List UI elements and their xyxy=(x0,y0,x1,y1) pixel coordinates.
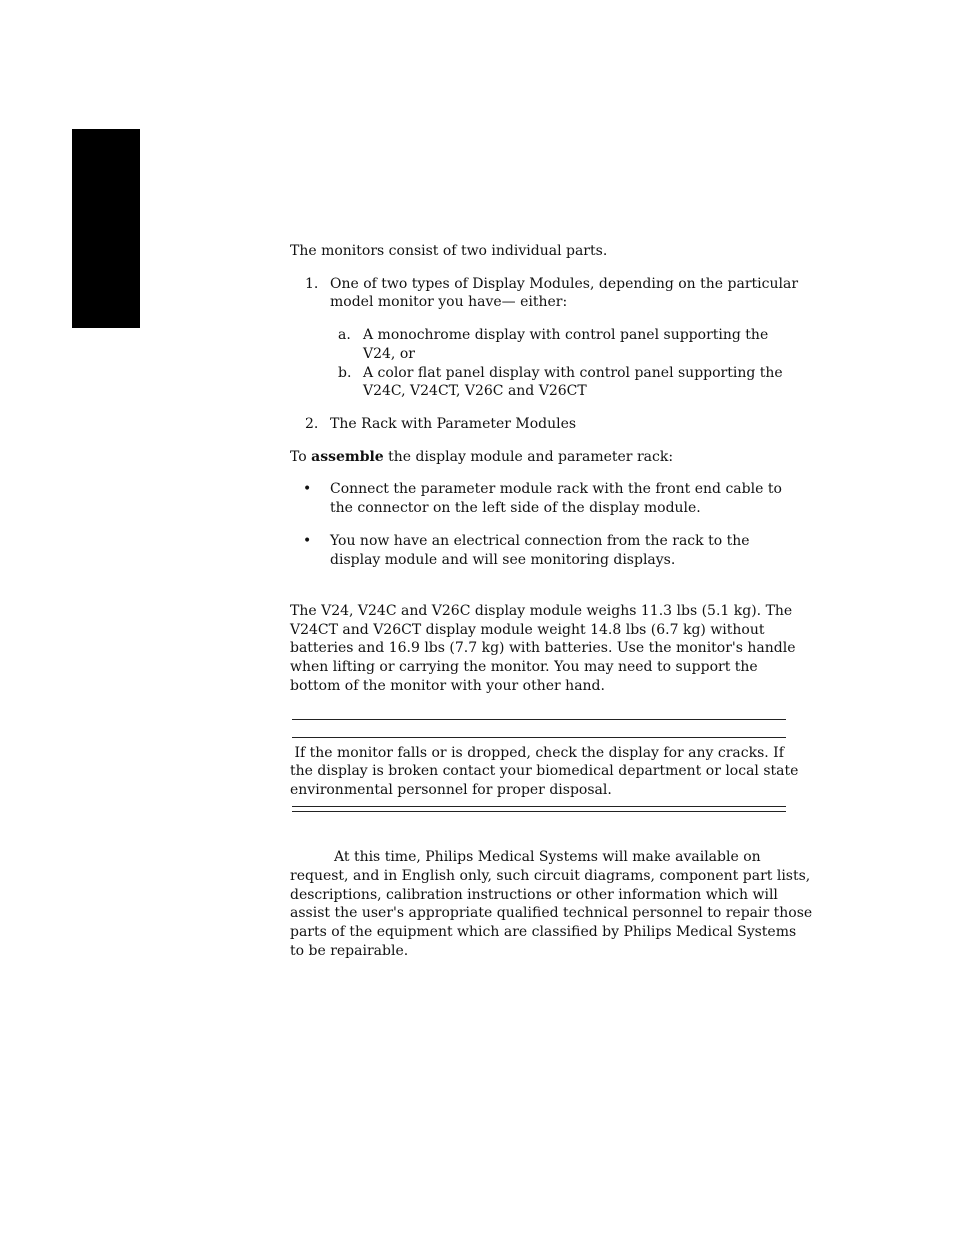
caution-line-1: If the monitor falls or is dropped, check the display for any cracks. If xyxy=(290,745,784,761)
bullet-marker-2: • xyxy=(303,533,312,549)
weight-line-3: batteries and 16.9 lbs (7.7 kg) with batteries. Use the monitor's handle xyxy=(290,640,796,656)
weight-line-5: bottom of the monitor with your other hand. xyxy=(290,678,605,694)
sublist-item-a-line-2: V24, or xyxy=(363,346,415,362)
assemble-instruction xyxy=(290,448,673,467)
sublist-marker-a: a. xyxy=(338,327,351,343)
bullet-2-line-2: display module and will see monitoring displays. xyxy=(330,552,676,568)
caution-header-rule xyxy=(292,737,786,738)
bullet-marker-1: • xyxy=(303,481,312,497)
assemble-suffix: the display module and parameter rack: xyxy=(383,449,674,465)
weight-line-4: when lifting or carrying the monitor. You may need to support the xyxy=(290,659,758,675)
caution-bottom-rule-2 xyxy=(292,811,786,812)
assemble-bold: assemble xyxy=(311,449,384,465)
chapter-tab-marker xyxy=(72,129,140,328)
list-item-2-line-1: The Rack with Parameter Modules xyxy=(330,416,577,432)
weight-line-2: V24CT and V26CT display module weight 14.8 lbs (6.7 kg) without xyxy=(290,622,765,638)
caution-top-rule xyxy=(292,719,786,720)
bullet-1-line-1: Connect the parameter module rack with the front end cable to xyxy=(330,481,782,497)
service-line-1: At this time, Philips Medical Systems will make available on xyxy=(334,849,761,865)
service-line-5: parts of the equipment which are classified by Philips Medical Systems xyxy=(290,924,797,940)
service-line-3: descriptions, calibration instructions or other information which will xyxy=(290,887,778,903)
bullet-1-line-2: the connector on the left side of the display module. xyxy=(330,500,701,516)
sublist-item-a-line-1: A monochrome display with control panel supporting the xyxy=(363,327,769,343)
list-marker-1: 1. xyxy=(305,276,319,292)
intro-text: The monitors consist of two individual parts. xyxy=(290,243,608,259)
sublist-item-b-line-1: A color flat panel display with control panel supporting the xyxy=(363,365,783,381)
sublist-item-b-line-2: V24C, V24CT, V26C and V26CT xyxy=(363,383,587,399)
sublist-marker-b: b. xyxy=(338,365,352,381)
caution-line-3: environmental personnel for proper disposal. xyxy=(290,782,612,798)
service-line-2: request, and in English only, such circuit diagrams, component part lists, xyxy=(290,868,811,884)
list-item-1-line-1: One of two types of Display Modules, depending on the particular xyxy=(330,276,799,292)
service-line-6: to be repairable. xyxy=(290,943,409,959)
service-line-4: assist the user's appropriate qualified technical personnel to repair those xyxy=(290,905,813,921)
caution-line-2: the display is broken contact your biomedical department or local state xyxy=(290,763,799,779)
assemble-prefix: To xyxy=(290,449,312,465)
weight-line-1: The V24, V24C and V26C display module weighs 11.3 lbs (5.1 kg). The xyxy=(290,603,793,619)
bullet-2-line-1: You now have an electrical connection from the rack to the xyxy=(330,533,750,549)
caution-bottom-rule-1 xyxy=(292,806,786,807)
list-item-1-line-2: model monitor you have— either: xyxy=(330,294,568,310)
list-marker-2: 2. xyxy=(305,416,319,432)
